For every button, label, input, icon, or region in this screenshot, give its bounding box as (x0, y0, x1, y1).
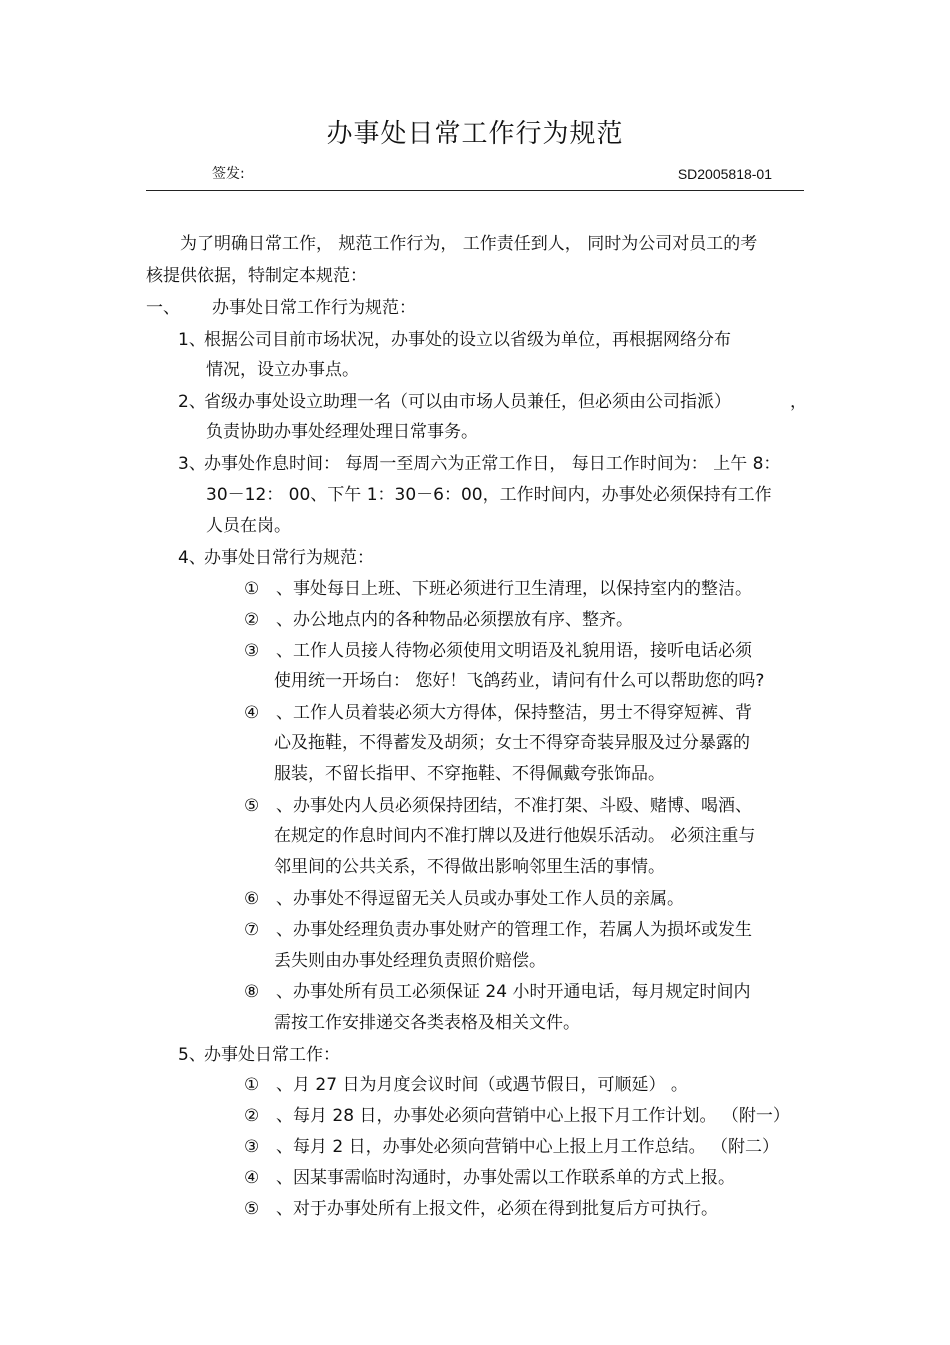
item-number: 1、 (178, 330, 206, 350)
item-3-continuation-2: 人员在岗。 (206, 516, 291, 536)
daily-work-1 (244, 1073, 688, 1097)
item-5 (178, 1043, 340, 1067)
rule-text: 、办事处内人员必须保持团结，不准打架、斗殴、赌博、喝酒、 (276, 796, 752, 816)
rule-marker: ③ (244, 641, 260, 661)
conduct-rule-2 (244, 608, 633, 632)
item-3-continuation-1: 30－12： 00、下午 1：30－6：00，工作时间内，办事处必须保持有工作 (206, 485, 772, 505)
conduct-rule-4-continuation-1: 心及拖鞋，不得蓄发及胡须；女士不得穿奇装异服及过分暴露的 (274, 733, 750, 753)
conduct-rule-4 (244, 701, 752, 725)
rule-marker: ② (244, 610, 260, 630)
rule-marker: ① (244, 1075, 260, 1095)
daily-work-3 (244, 1135, 779, 1159)
document-code: SD2005818-01 (677, 166, 772, 182)
item-text: 根据公司目前市场状况，办事处的设立以省级为单位，再根据网络分布 (204, 330, 731, 350)
rule-marker: ⑤ (244, 796, 260, 816)
conduct-rule-7-continuation: 丢失则由办事处经理负责照价赔偿。 (274, 951, 546, 971)
intro-line-2: 核提供依据，特制定本规范： (146, 266, 367, 286)
item-number: 4、 (178, 548, 206, 568)
daily-work-2 (244, 1104, 790, 1128)
section-number: 一、 (146, 298, 180, 318)
item-4 (178, 546, 374, 570)
conduct-rule-7 (244, 918, 752, 942)
rule-marker: ⑤ (244, 1199, 260, 1219)
item-2 (178, 390, 731, 414)
conduct-rule-5-continuation-2: 邻里间的公共关系，不得做出影响邻里生活的事情。 (274, 857, 665, 877)
document-title: 办事处日常工作行为规范 (326, 119, 624, 149)
rule-marker: ⑦ (244, 920, 260, 940)
daily-work-4 (244, 1166, 735, 1190)
rule-text: 、每月 28 日，办事处必须向营销中心上报下月工作计划。 （附一） (276, 1106, 790, 1126)
rule-marker: ④ (244, 703, 260, 723)
item-2-continuation: 负责协助办事处经理处理日常事务。 (206, 422, 478, 442)
conduct-rule-3 (244, 639, 752, 663)
rule-text: 、事处每日上班、下班必须进行卫生清理，以保持室内的整洁。 (276, 579, 752, 599)
rule-marker: ④ (244, 1168, 260, 1188)
rule-marker: ② (244, 1106, 260, 1126)
rule-text: 、办事处经理负责办事处财产的管理工作，若属人为损坏或发生 (276, 920, 752, 940)
item-text: 省级办事处设立助理一名（可以由市场人员兼任，但必须由公司指派） (204, 392, 731, 412)
conduct-rule-3-continuation: 使用统一开场白： 您好！飞鸽药业，请问有什么可以帮助您的吗? (274, 671, 765, 691)
conduct-rule-5 (244, 794, 752, 818)
sign-off-label: 签发: (212, 166, 245, 182)
item-1-continuation: 情况，设立办事点。 (206, 360, 359, 380)
header-divider (146, 190, 804, 191)
section-heading: 办事处日常工作行为规范： (212, 298, 416, 318)
rule-text: 、工作人员接人待物必须使用文明语及礼貌用语，接听电话必须 (276, 641, 752, 661)
intro-line-1: 为了明确日常工作， 规范工作行为， 工作责任到人， 同时为公司对员工的考 (180, 234, 758, 254)
rule-marker: ③ (244, 1137, 260, 1157)
item-text: 办事处日常工作： (204, 1045, 340, 1065)
rule-text: 、每月 2 日，办事处必须向营销中心上报上月工作总结。 （附二） (276, 1137, 780, 1157)
rule-text: 、办公地点内的各种物品必须摆放有序、整齐。 (276, 610, 633, 630)
daily-work-5 (244, 1197, 718, 1221)
item-text: 办事处作息时间： 每周一至周六为正常工作日， 每日工作时间为： 上午 8： (204, 454, 781, 474)
rule-text: 、因某事需临时沟通时，办事处需以工作联系单的方式上报。 (276, 1168, 735, 1188)
conduct-rule-6 (244, 887, 684, 911)
item-text: 办事处日常行为规范： (204, 548, 374, 568)
conduct-rule-5-continuation-1: 在规定的作息时间内不准打牌以及进行他娱乐活动。 必须注重与 (274, 826, 756, 846)
conduct-rule-8-continuation: 需按工作安排递交各类表格及相关文件。 (274, 1013, 580, 1033)
item-number: 2、 (178, 392, 206, 412)
rule-marker: ⑥ (244, 889, 260, 909)
item-number: 3、 (178, 454, 206, 474)
item-1 (178, 328, 731, 352)
rule-text: 、对于办事处所有上报文件，必须在得到批复后方可执行。 (276, 1199, 718, 1219)
conduct-rule-8 (244, 980, 750, 1004)
rule-text: 、办事处不得逗留无关人员或办事处工作人员的亲属。 (276, 889, 684, 909)
item-3 (178, 452, 780, 476)
conduct-rule-4-continuation-2: 服装，不留长指甲、不穿拖鞋、不得佩戴夸张饰品。 (274, 764, 665, 784)
item-2-trailing-comma: ， (790, 392, 807, 412)
conduct-rule-1 (244, 577, 752, 601)
item-number: 5、 (178, 1045, 206, 1065)
rule-marker: ① (244, 579, 260, 599)
rule-text: 、工作人员着装必须大方得体，保持整洁，男士不得穿短裤、背 (276, 703, 752, 723)
rule-text: 、月 27 日为月度会议时间（或遇节假日，可顺延） 。 (276, 1075, 688, 1095)
rule-marker: ⑧ (244, 982, 260, 1002)
rule-text: 、办事处所有员工必须保证 24 小时开通电话，每月规定时间内 (276, 982, 751, 1002)
